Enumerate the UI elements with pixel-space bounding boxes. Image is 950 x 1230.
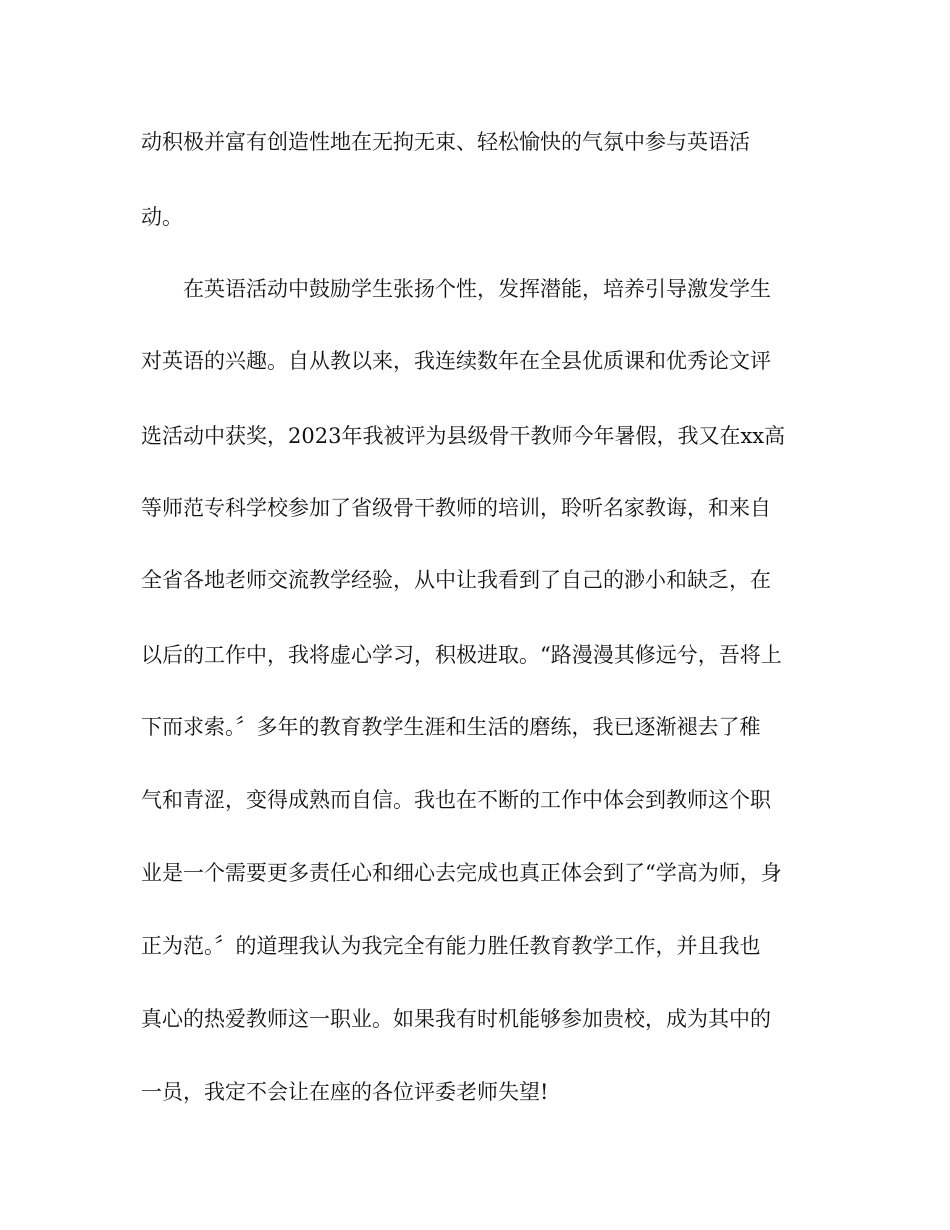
paragraph-line: 对英语的兴趣。自从教以来，我连续数年在全县优质课和优秀论文评: [141, 349, 771, 373]
paragraph-line: 全省各地老师交流教学经验，从中让我看到了自己的渺小和缺乏，在: [141, 568, 771, 592]
paragraph-line: 一员，我定不会让在座的各位评委老师失望!: [141, 1080, 549, 1104]
paragraph-line: 业是一个需要更多责任心和细心去完成也真正体会到了“学高为师，身: [141, 861, 782, 885]
paragraph-line: 选活动中获奖，2023年我被评为县级骨干教师今年暑假，我又在xx高: [141, 424, 786, 448]
paragraph-line: 动。: [141, 205, 183, 229]
paragraph-line: 以后的工作中，我将虚心学习，积极进取。“路漫漫其修远兮，吾将上: [141, 643, 782, 667]
paragraph-line: 动积极并富有创造性地在无拘无束、轻松愉快的气氛中参与英语活: [141, 130, 750, 154]
paragraph-line: 真心的热爱教师这一职业。如果我有时机能够参加贵校，成为其中的: [141, 1007, 771, 1031]
paragraph-line: 在英语活动中鼓励学生张扬个性，发挥潜能，培养引导激发学生: [183, 277, 771, 301]
paragraph-line: 下而求索。〞多年的教育教学生涯和生活的磨练，我已逐渐褪去了稚: [141, 715, 761, 739]
paragraph-line: 等师范专科学校参加了省级骨干教师的培训，聆听名家教诲，和来自: [141, 496, 771, 520]
paragraph-line: 气和青涩，变得成熟而自信。我也在不断的工作中体会到教师这个职: [141, 788, 771, 812]
paragraph-line: 正为范。〞的道理我认为我完全有能力胜任教育教学工作，并且我也: [141, 934, 761, 958]
